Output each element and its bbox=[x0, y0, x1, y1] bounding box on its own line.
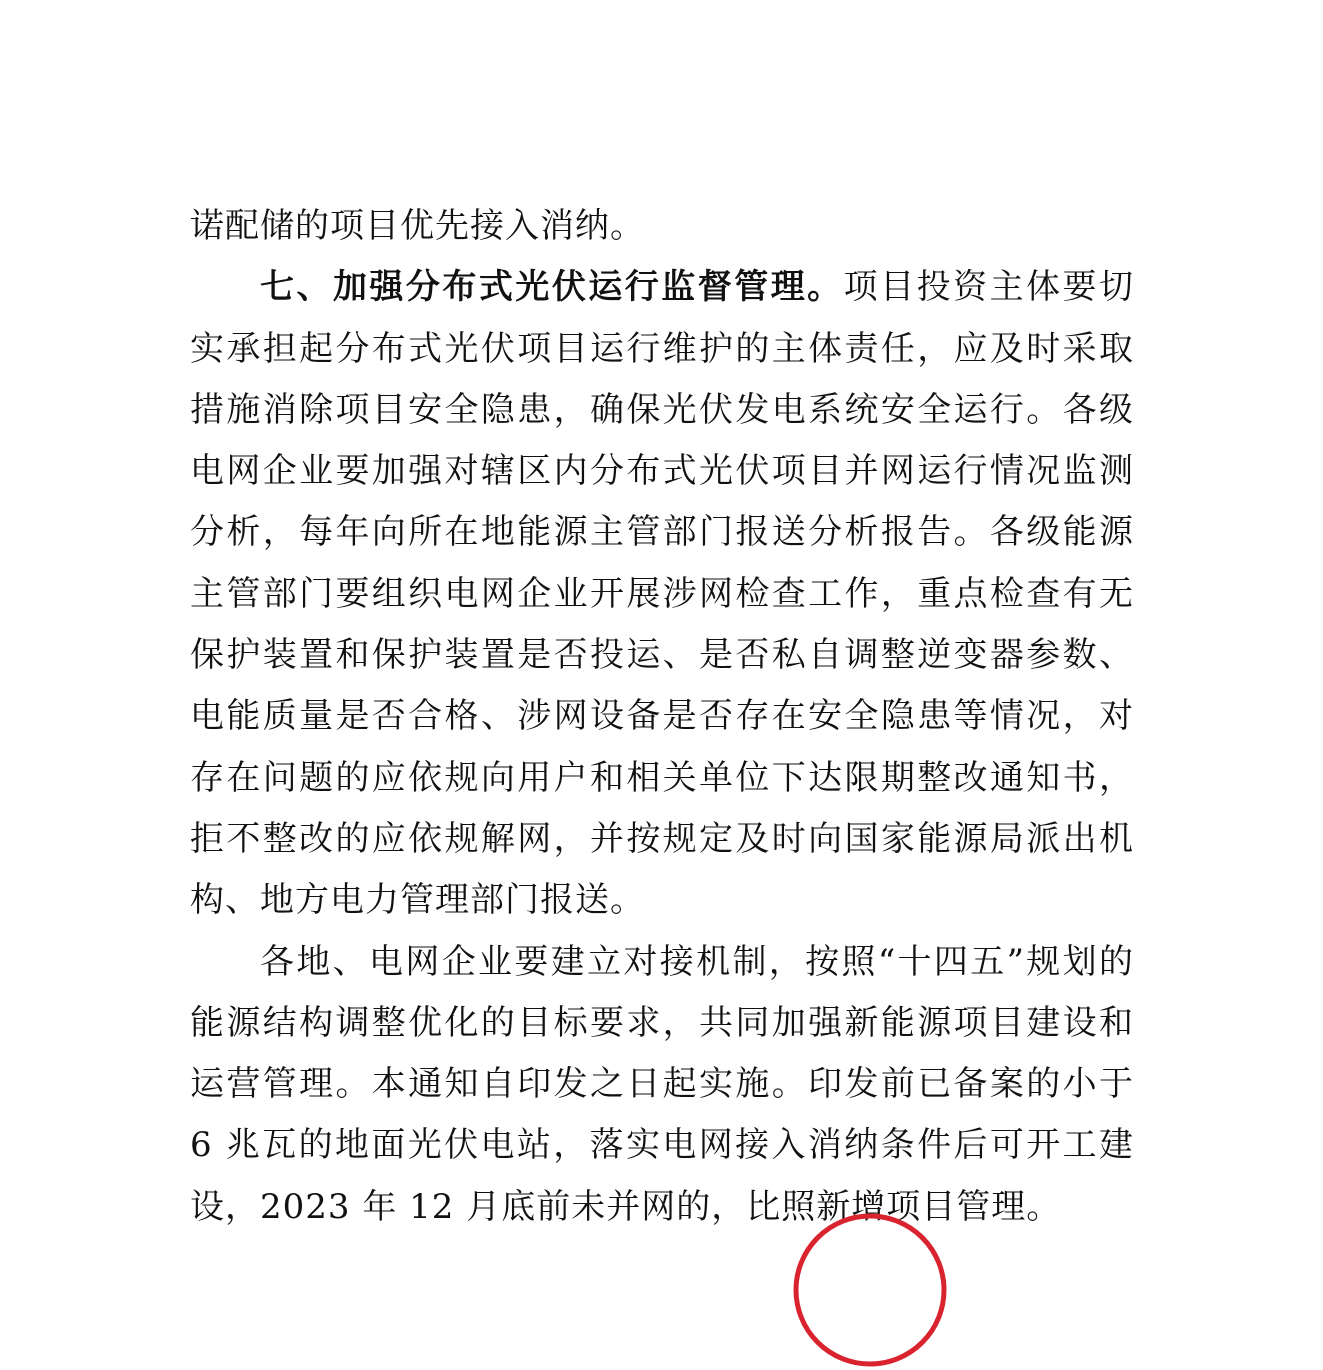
paragraph-continuation bbox=[190, 196, 1134, 257]
paragraph-closing bbox=[190, 932, 1134, 1238]
paragraph-text: 各地、电网企业要建立对接机制，按照“十四五”规划的能源结构调整优化的目标要求，共同加强新能源项目建设和运营管理。本通知自印发之日起实施。印发前已备案的小于 6 兆瓦的地面光伏电站，落实电网接入消纳条件后可开工建设，2023 年 12 月底前未并网的，比照新增项目管理。 bbox=[190, 941, 1134, 1227]
section-heading: 七、加强分布式光伏运行监督管理。 bbox=[260, 267, 844, 308]
paragraph-section-seven bbox=[190, 257, 1134, 931]
document-body bbox=[190, 196, 1134, 1238]
paragraph-text: 项目投资主体要切实承担起分布式光伏项目运行维护的主体责任，应及时采取措施消除项目安全隐患，确保光伏发电系统安全运行。各级电网企业要加强对辖区内分布式光伏项目并网运行情况监测分析，每年向所在地能源主管部门报送分析报告。各级能源主管部门要组织电网企业开展涉网检查工作，重点检查有无保护装置和保护装置是否投运、是否私自调整逆变器参数、电能质量是否合格、涉网设备是否存在安全隐患等情况，对存在问题的应依规向用户和相关单位下达限期整改通知书，拒不整改的应依规解网，并按规定及时向国家能源局派出机构、地方电力管理部门报送。 bbox=[190, 267, 1135, 921]
paragraph-text: 诺配储的项目优先接入消纳。 bbox=[190, 206, 645, 246]
seal-ring bbox=[796, 1216, 944, 1364]
official-seal-icon bbox=[790, 1210, 950, 1370]
